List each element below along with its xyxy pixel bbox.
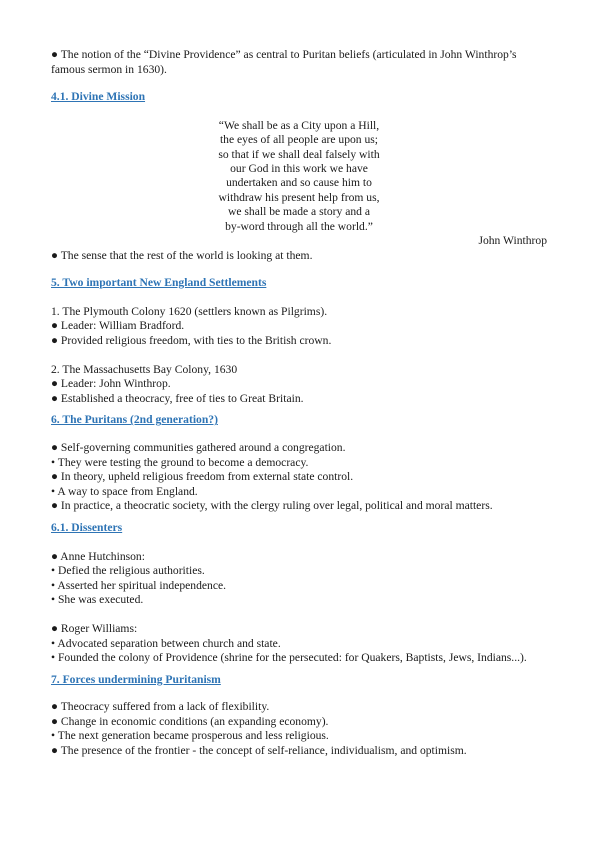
plymouth-colony-block [51, 305, 548, 349]
list-item: • Advocated separation between church and state. [51, 636, 281, 650]
quote-line: “We shall be as a City upon a Hill, [218, 118, 380, 132]
massachusetts-bay-block [51, 363, 548, 407]
quote-line: so that if we shall deal falsely with [218, 147, 380, 161]
heading-5-settlements: 5. Two important New England Settlements [51, 276, 267, 290]
list-item: 1. The Plymouth Colony 1620 (settlers known as Pilgrims). [51, 304, 328, 318]
puritans-list [51, 441, 548, 514]
quote-line: we shall be made a story and a [228, 205, 370, 219]
quote-attribution: John Winthrop [478, 234, 547, 248]
list-item: ● Roger Williams: [51, 621, 138, 635]
quote-line: our God in this work we have [230, 162, 368, 175]
list-item: ● Self-governing communities gathered around a congregation. [51, 440, 346, 454]
quote-line: the eyes of all people are upon us; [219, 133, 379, 147]
intro-bullet: ● The notion of the “Divine Providence” as central to Puritan beliefs (articulated in John Winthrop’s famous sermon in 1630). [51, 48, 517, 76]
list-item: • They were testing the ground to become a democracy. [51, 455, 309, 469]
list-item: • Asserted her spiritual independence. [51, 578, 227, 592]
heading-6-puritans: 6. The Puritans (2nd generation?) [51, 413, 218, 427]
quote-line: undertaken and so cause him to [226, 176, 372, 190]
heading-4-1-divine-mission: 4.1. Divine Mission [51, 90, 146, 104]
list-item: • She was executed. [51, 593, 144, 607]
list-item: ● Change in economic conditions (an expanding economy). [51, 714, 329, 728]
heading-7-forces: 7. Forces undermining Puritanism [51, 672, 221, 686]
list-item: ● In theory, upheld religious freedom from external state control. [51, 470, 354, 484]
list-item: ● Leader: William Bradford. [51, 319, 185, 333]
winthrop-quote [199, 119, 399, 234]
list-item: ● Established a theocracy, free of ties to Great Britain. [51, 391, 304, 405]
list-item: • Defied the religious authorities. [51, 564, 205, 578]
hutchinson-block [51, 550, 548, 608]
list-item: ● Theocracy suffered from a lack of flexibility. [51, 700, 270, 714]
list-item: • Founded the colony of Providence (shrine for the persecuted: for Quakers, Baptists, Jews, Indians...). [51, 651, 527, 665]
forces-list [51, 700, 548, 758]
list-item: ● Provided religious freedom, with ties to the British crown. [51, 334, 332, 347]
heading-6-1-dissenters: 6.1. Dissenters [51, 520, 123, 534]
list-item: ● Anne Hutchinson: [51, 549, 145, 563]
list-item: • The next generation became prosperous and less religious. [51, 729, 329, 743]
quote-line: withdraw his present help from us, [218, 190, 380, 204]
list-item: • A way to space from England. [51, 484, 198, 498]
list-item: 2. The Massachusetts Bay Colony, 1630 [51, 362, 238, 376]
list-item: ● In practice, a theocratic society, with the clergy ruling over legal, political and moral matters. [51, 499, 493, 513]
list-item: ● Leader: John Winthrop. [51, 377, 171, 391]
quote-line: by-word through all the world.” [225, 219, 373, 233]
williams-block [51, 622, 548, 666]
list-item: ● The presence of the frontier - the concept of self-reliance, individualism, and optimism. [51, 744, 467, 758]
divine-mission-bullet: ● The sense that the rest of the world is looking at them. [51, 248, 313, 262]
